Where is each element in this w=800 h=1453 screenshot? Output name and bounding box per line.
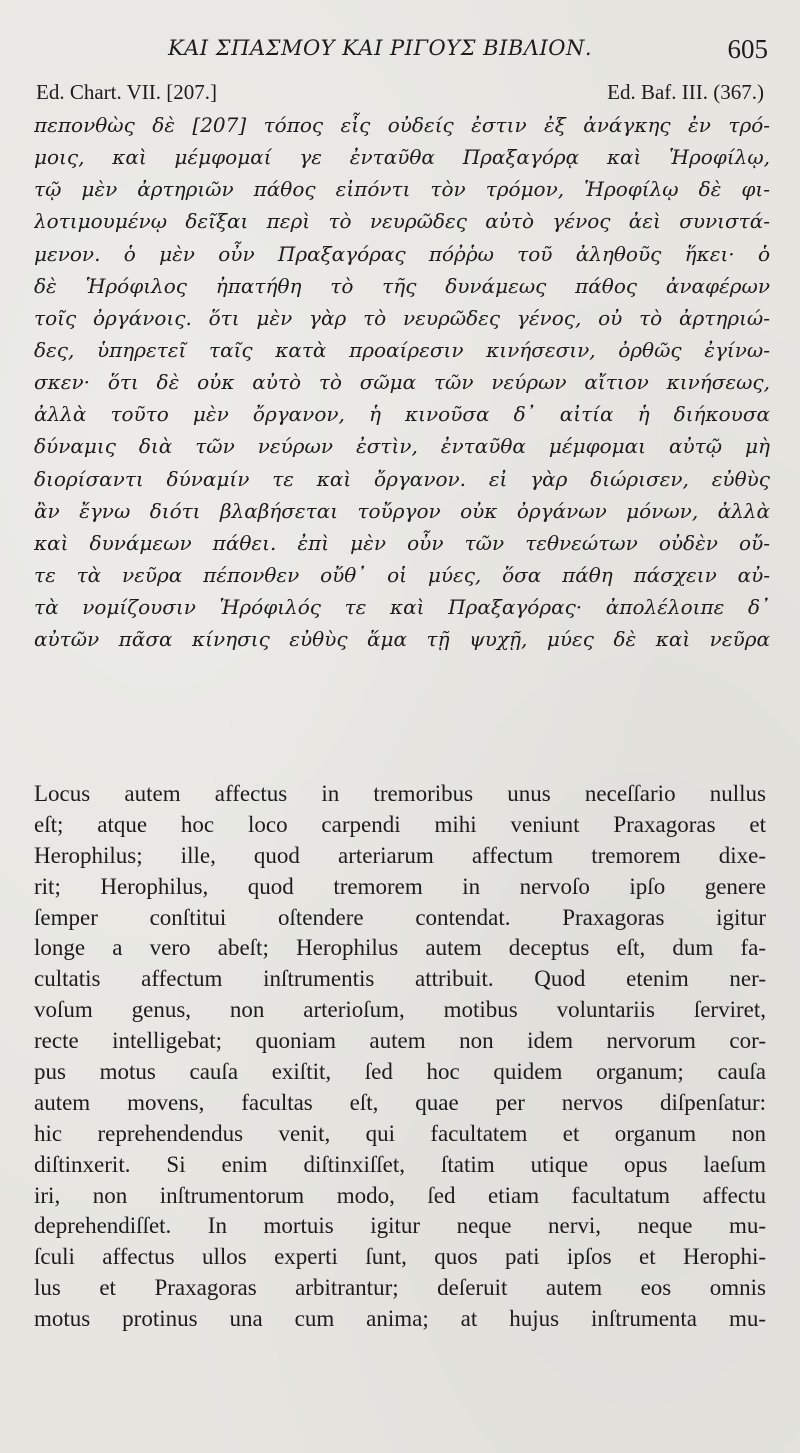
edition-reference-chartier: Ed. Chart. VII. [207.]: [36, 80, 217, 104]
greek-line: ἀλλὰ τοῦτο μὲν ὄργανον, ἡ κινοῦσα δ᾽ αἰτία ἡ διήκουσα: [34, 402, 770, 427]
latin-line: rit; Herophilus, quod tremorem in nervoſo ipſo genere: [34, 873, 766, 899]
greek-line: δύναμις διὰ τῶν νεύρων ἐστὶν, ἐνταῦθα μέμφομαι αὐτῷ μὴ: [34, 434, 770, 459]
greek-line: αὐτῶν πᾶσα κίνησις εὐθὺς ἅμα τῇ ψυχῇ, μύες δὲ καὶ νεῦρα: [34, 627, 770, 652]
latin-line: motus protinus una cum anima; at hujus inſtrumenta mu-: [34, 1306, 766, 1332]
greek-line: μενον. ὁ μὲν οὖν Πραξαγόρας πόῤῥω τοῦ ἀληθοῦς ἥκει· ὁ: [34, 241, 770, 266]
greek-line: σκεν· ὅτι δὲ οὐκ αὐτὸ τὸ σῶμα τῶν νεύρων αἴτιον κινήσεως,: [34, 370, 770, 395]
latin-line: voſum genus, non arterioſum, motibus voluntariis ſerviret,: [34, 997, 766, 1023]
latin-line: Locus autem affectus in tremoribus unus neceſſario nullus: [34, 781, 766, 806]
latin-line: autem movens, facultas eſt, quae per nervos diſpenſatur:: [34, 1089, 766, 1115]
edition-reference-line: [36, 80, 764, 110]
latin-line: diſtinxerit. Si enim diſtinxiſſet, ſtatim utique opus laeſum: [34, 1151, 766, 1177]
edition-reference-basel: Ed. Baf. III. (367.): [607, 80, 764, 104]
greek-line: τῷ μὲν ἀρτηριῶν πάθος εἰπόντι τὸν τρόμον, Ἡροφίλῳ δὲ φι-: [34, 177, 770, 202]
page-number: 605: [727, 34, 768, 64]
greek-line: τοῖς ὀργάνοις. ὅτι μὲν γὰρ τὸ νευρῶδες γένος, οὐ τὸ ἀρτηριώ-: [34, 305, 770, 330]
latin-text-block: [34, 779, 766, 1335]
running-title: ΚΑΙ ΣΠΑΣΜΟΥ ΚΑΙ ΡΙΓΟΥΣ ΒΙΒΛΙΟΝ.: [167, 36, 593, 60]
greek-line: καὶ δυνάμεων πάθει. ἐπὶ μὲν οὖν τῶν τεθνεώτων οὐδὲν οὔ-: [34, 530, 770, 555]
greek-line: πεπονθὼς δὲ [207] τόπος εἷς οὐδείς ἐστιν ἐξ ἀνάγκης ἐν τρό-: [34, 113, 770, 137]
latin-line: recte intelligebat; quoniam autem non idem nervorum cor-: [34, 1028, 766, 1054]
latin-line: pus motus cauſa exiſtit, ſed hoc quidem organum; cauſa: [34, 1059, 766, 1085]
greek-line: δες, ὑπηρετεῖ ταῖς κατὰ προαίρεσιν κινήσεσιν, ὀρθῶς ἐγίνω-: [34, 337, 770, 362]
greek-line: ἂν ἔγνω διότι βλαβήσεται τοὔργον οὐκ ὀργάνων μόνων, ἀλλὰ: [34, 498, 770, 523]
greek-line: δὲ Ἡρόφιλος ἠπατήθη τὸ τῆς δυνάμεως πάθος ἀναφέρων: [34, 273, 770, 298]
running-head: [0, 30, 800, 70]
latin-line: cultatis affectum inſtrumentis attribuit. Quod etenim ner-: [34, 966, 766, 992]
greek-line: τε τὰ νεῦρα πέπονθεν οὔθ᾽ οἱ μύες, ὅσα πάθη πάσχειν αὐ-: [34, 562, 770, 587]
latin-line: ſculi affectus ullos experti ſunt, quos pati ipſos et Herophi-: [34, 1244, 766, 1270]
greek-line: διορίσαντι δύναμίν τε καὶ ὄργανον. εἰ γὰρ διώρισεν, εὐθὺς: [34, 466, 770, 491]
latin-line: ſemper conſtitui oſtendere contendat. Praxagoras igitur: [34, 904, 766, 930]
latin-line: lus et Praxagoras arbitrantur; deſeruit autem eos omnis: [34, 1275, 766, 1301]
latin-line: deprehendiſſet. In mortuis igitur neque nervi, neque mu-: [34, 1213, 766, 1239]
latin-line: Herophilus; ille, quod arteriarum affectum tremorem dixe-: [34, 842, 766, 868]
latin-line: longe a vero abeſt; Herophilus autem deceptus eſt, dum fa-: [34, 935, 766, 961]
latin-line: hic reprehendendus venit, qui facultatem et organum non: [34, 1120, 766, 1146]
greek-text-block: [34, 109, 770, 655]
greek-line: τὰ νομίζουσιν Ἡρόφιλός τε καὶ Πραξαγόρας· ἀπολέλοιπε δ᾽: [34, 595, 770, 620]
latin-line: iri, non inſtrumentorum modo, ſed etiam facultatum affectu: [34, 1182, 766, 1208]
greek-line: μοις, καὶ μέμφομαί γε ἐνταῦθα Πραξαγόρᾳ καὶ Ἡροφίλῳ,: [34, 145, 770, 170]
greek-line: λοτιμουμένῳ δεῖξαι περὶ τὸ νευρῶδες αὐτὸ γένος ἀεὶ συνιστά-: [34, 209, 770, 234]
latin-line: eſt; atque hoc loco carpendi mihi veniunt Praxagoras et: [34, 811, 766, 837]
